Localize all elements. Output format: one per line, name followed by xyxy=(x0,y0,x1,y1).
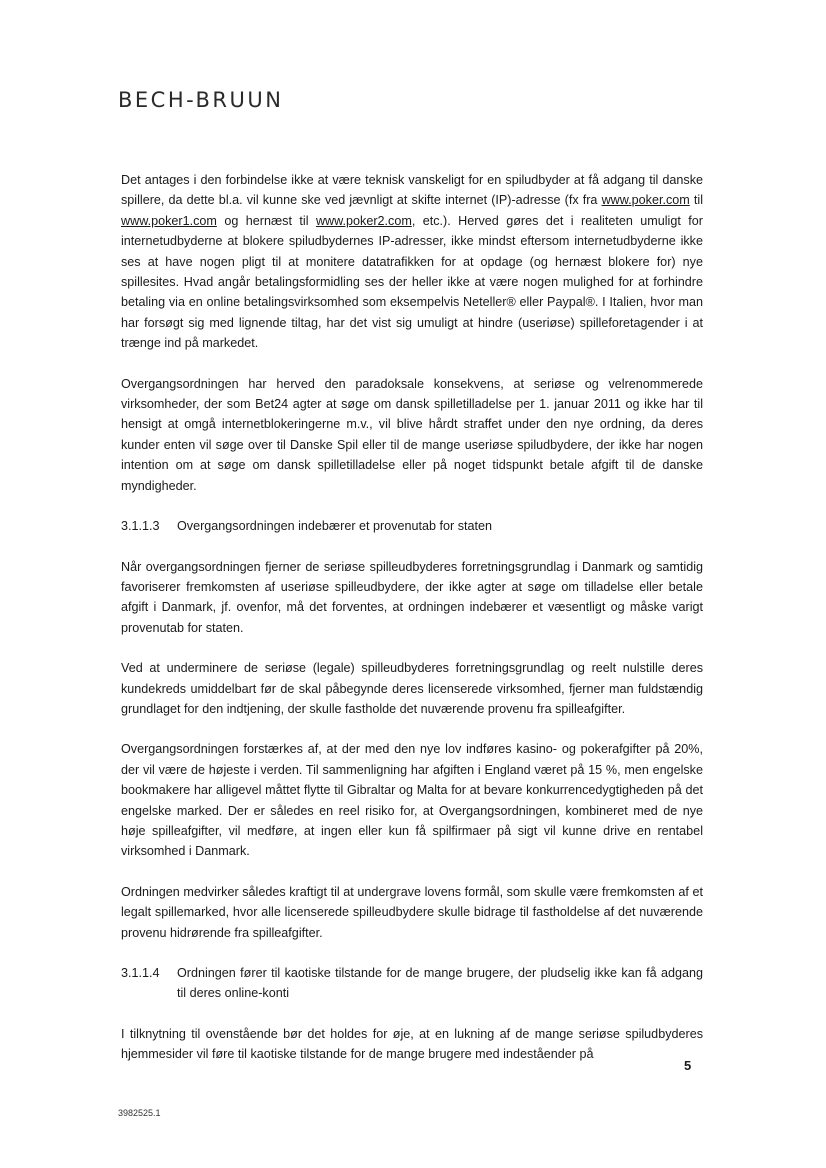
page-number: 5 xyxy=(684,1058,692,1073)
paragraph-3: Når overgangsordningen fjerner de seriøse spilleudbyderes forretningsgrundlag i Danmark og samtidig favoriserer fremkomsten af useriøse spilleudbydere, der ikke agter at søge om tilladelse eller betale afgift i Danmark, jf. ovenfor, må det forventes, at ordningen indebærer et væsentligt og måske varigt provenutab for staten. xyxy=(121,559,703,635)
link-poker-com[interactable]: www.poker.com xyxy=(601,193,690,208)
section-title: Ordningen fører til kaotiske tilstande for de mange brugere, der pludselig ikke kan få adgang til deres online-konti xyxy=(177,966,703,1001)
paragraph-1-text-d: , etc.). Herved gøres det i realiteten umuligt for internetudbyderne at blokere spiludbydernes IP-adresser, ikke mindst eftersom internetudbyderne ikke ses at have nogen pligt til at monitere datatrafikken for at opdage (og hernæst blokere for) nye spillesites. Hvad angår betalingsformidling ses der heller ikke at være nogen mulighed for at forhindre betaling via en online betalingsvirksomhed som eksempelvis Neteller® eller Paypal®. I Italien, hvor man har forsøgt sig med lignende tiltag, har det vist sig umuligt at hindre (useriøse) spilleforetagender i at trænge ind på markedet. xyxy=(121,213,703,351)
section-number: 3.1.1.4 xyxy=(121,966,160,980)
paragraph-2: Overgangsordningen har herved den paradoksale konsekvens, at seriøse og velrenommerede virksomheder, der som Bet24 agter at søge om dansk spilletilladelse per 1. januar 2011 og ikke har til hensigt at omgå internetblokeringerne m.v., vil blive hårdt straffet under den nye ordning, da deres kunder enten vil søge over til Danske Spil eller til de mange useriøse spiludbydere, der ikke har nogen intention om at søge om dansk spilletilladelse eller på noget tidspunkt betale afgift til de danske myndigheder. xyxy=(121,376,703,493)
section-heading-3-1-1-3 xyxy=(121,516,703,536)
document-id: 3982525.1 xyxy=(118,1108,161,1118)
paragraph-1 xyxy=(121,170,703,354)
bech-bruun-logo: BECH-BRUUN xyxy=(118,88,284,112)
link-poker1-com[interactable]: www.poker1.com xyxy=(121,213,217,228)
paragraph-1-text-b: til xyxy=(689,193,703,208)
paragraph-1-text-c: og hernæst til xyxy=(216,213,316,228)
paragraph-6: Ordningen medvirker således kraftigt til at undergrave lovens formål, som skulle være fremkomsten af et legalt spillemarked, hvor alle licenserede spilleudbydere skulle bidrage til fastholdelse af det nuværende provenu hidrørende fra spilleafgifter. xyxy=(121,884,703,940)
paragraph-1-text-a: Det antages i den forbindelse ikke at være teknisk vanskeligt for en spiludbyder at få adgang til danske spillere, da dette bl.a. vil kunne ske ved jævnligt at skifte internet (IP)-adresse (fx fra xyxy=(121,173,703,208)
paragraph-5: Overgangsordningen forstærkes af, at der med den nye lov indføres kasino- og pokerafgifter på 20%, der vil være de højeste i verden. Til sammenligning har afgiften i England været på 15 %, men engelske bookmakere har alligevel måttet flytte til Gibraltar og Malta for at bevare konkurrencedygtigheden på det engelske marked. Der er således en reel risiko for, at Overgangsordningen, kombineret med de nye høje spilleafgifter, vil medføre, at ingen eller kun få spilfirmaer på sigt vil kunne drive en rentabel virksomhed i Danmark. xyxy=(121,742,703,859)
link-poker2-com[interactable]: www.poker2.com xyxy=(315,213,412,228)
paragraph-4: Ved at underminere de seriøse (legale) spilleudbyderes forretningsgrundlag og reelt nulstille deres kundekreds umiddelbart før de skal påbegynde deres licenserede virksomhed, fjerner man fuldstændig grundlaget for den indtjening, der skulle fastholde det nuværende provenu fra spilleafgifter. xyxy=(121,661,703,716)
section-number: 3.1.1.3 xyxy=(121,519,160,534)
section-title: Overgangsordningen indebærer et provenutab for staten xyxy=(177,519,493,534)
paragraph-7: I tilknytning til ovenstående bør det holdes for øje, at en lukning af de mange seriøse spiludbyderes hjemmesider vil føre til kaotiske tilstande for de mange brugere med indeståender på xyxy=(121,1026,703,1062)
document-body xyxy=(121,170,703,1065)
section-heading-3-1-1-4 xyxy=(121,963,703,1004)
